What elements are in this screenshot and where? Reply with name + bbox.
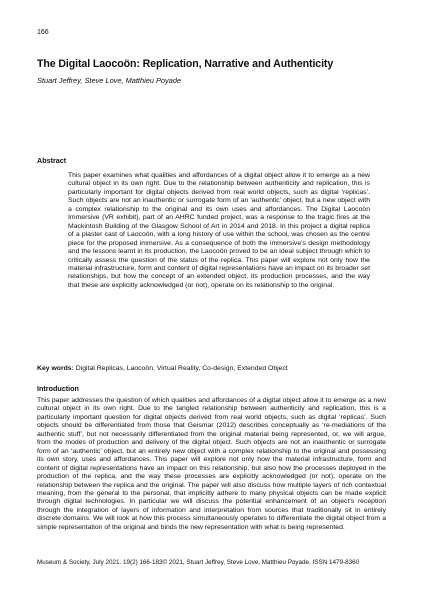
article-authors: Stuart Jeffrey, Steve Love, Matthieu Poyade [37, 76, 182, 85]
abstract-heading: Abstract [37, 156, 67, 165]
introduction-text: This paper addresses the question of which qualities and affordances of a digital object allow it to emerge as a new cultural object in its own right. Due to the tangled relationship between authenticity and replication, this is a particularly important question for digital objects derived from real world objects, such as digital ‘replicas’. Such objects should be differentiated from those that Geismar (2012) describes conceptually as ‘re-mediations of the authentic stuff’, but not necessarily differentiated from the original material being represented, or, we will argue, from the modes of production and delivery of the digital object. Such objects are not an inauthentic or surrogate form of an ‘authentic’ object, but an entirely new object with a complex relationship to the original and possessing its own story, uses and affordances. This paper will explore not only how the material infrastructure, form and content of digital representations have an impact on this relationship, but also how the processes deployed in the production of the replica, and the way these processes are explicitly acknowledged (or not), operate on the relationship between the replica and the original. The paper will also discuss how multiple layers of rich contextual meaning, from the general to the personal, that implicitly adhere to many physical objects can be made explicit through digital technologies. In particular we will discuss the potential enhancement of an object’s reception through the integration of layers of information and interpretation from sources that traditionally sit in entirely discrete domains. We will look at how this process simultaneously operates to differentiate the digital object from a simple representation of the original and binds the new representation with what is being represented. [37, 397, 386, 531]
keywords-line [37, 365, 397, 372]
abstract-text: This paper examines what qualities and affordances of a digital object allow it to emerge as a new cultural object in its own right. Due to the relationship between authenticity and replication, this is particularly important for digital objects derived from real world objects, such as digital ‘replicas’. Such objects are not an inauthentic or surrogate form of an ‘authentic’ object, but a new object with a complex relationship to the original and its own uses and affordances. The Digital Laocoön Immersive (VR exhibit), part of an AHRC funded project, was a response to the tragic fires at the Mackintosh Building of the Glasgow School of Art in 2014 and 2018. In this project a digital replica of a plaster cast of Laocoön, with a long history of use within the school, was chosen as the centre piece for the proposed immersive. As a consequence of both the immersive’s design methodology and the lessons learnt in its production, the Laocoön proved to be an ideal subject through which to critically assess the question of the status of the replica. This paper will explore not only how the material infrastructure, form and content of digital representations have an impact on its broader set relationships, but how the concept of an extended object, its production processes, and the way that these are explicitly acknowledged (or not), operate on its relationship to the original. [68, 172, 370, 289]
keywords-text: Digital Replicas, Laocoön, Virtual Reality, Co-design, Extended Object [73, 365, 288, 372]
article-title: The Digital Laocoön: Replication, Narrative and Authenticity [37, 58, 334, 70]
introduction-heading: Introduction [37, 384, 79, 393]
journal-footer: Museum & Society, July 2021. 19(2) 166-183© 2021, Stuart Jeffrey, Steve Love, Matthieu Poyade. ISSN 1479-8360 [37, 559, 360, 566]
keywords-label: Key words: [37, 365, 74, 372]
page-number: 166 [37, 29, 49, 36]
